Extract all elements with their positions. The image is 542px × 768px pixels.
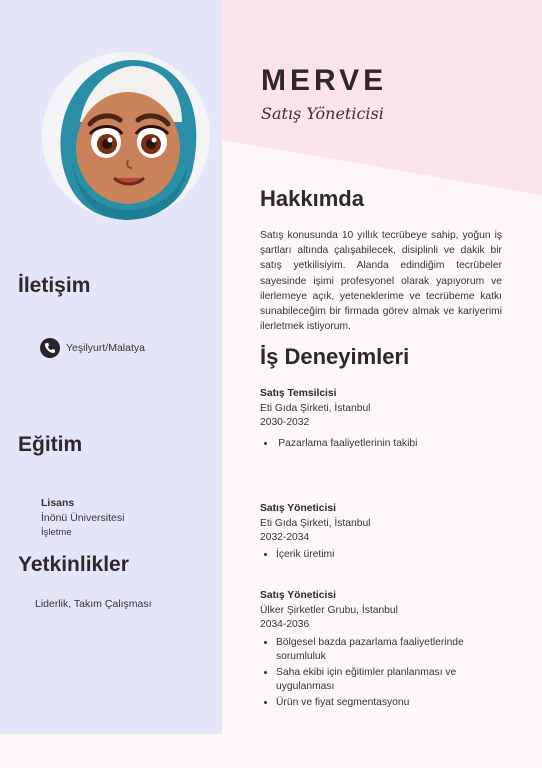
education-department: İşletme (41, 527, 72, 538)
job-duties (260, 437, 510, 452)
job-duty: • Ürün ve fiyat segmentasyonu (276, 696, 486, 711)
education-school: İnönü Üniversitesi (41, 512, 125, 524)
experience-heading: İş Deneyimleri (260, 344, 410, 369)
job-entry (260, 502, 510, 563)
job-company: Eti Gıda Şirketi, İstanbul (260, 402, 371, 414)
job-title: Satış Yöneticisi (260, 590, 336, 601)
job-company: Eti Gıda Şirketi, İstanbul (260, 517, 371, 529)
job-title: Satış Temsilcisi (260, 388, 337, 399)
job-entry (260, 387, 510, 452)
job-entry (260, 589, 510, 711)
job-company: Ülker Şirketler Grubu, İstanbul (260, 604, 398, 616)
avatar (42, 52, 210, 220)
job-dates: 2032-2034 (260, 532, 310, 543)
about-heading: Hakkımda (260, 186, 364, 211)
job-dates: 2030-2032 (260, 417, 310, 428)
job-dates: 2034-2036 (260, 619, 310, 630)
education-heading: Eğitim (18, 433, 83, 456)
about-text: Satış konusunda 10 yıllık tecrübeye sahip, yoğun iş şartları altında çalışabilecek, disiplinli ve dakik bir satış yetkilisiyim. Alanda edindiğim tecrübeler sayesinde işimi profesyonel olarak yapıyorum ve ilerlemeye açık, yeteneklerime ve tecrübeme katkı sunabileceğim bir firmada görev almak ve kariyerimi ilerletmek istiyorum. (260, 230, 502, 333)
skills-text: Liderlik, Takım Çalışması (35, 598, 152, 610)
location-text: Yeşilyurt/Malatya (66, 342, 145, 354)
person-name: MERVE (261, 64, 388, 97)
job-duty: • Bölgesel bazda pazarlama faaliyetlerinde sorumluluk (276, 636, 486, 665)
job-duties (260, 548, 510, 563)
job-title: Satış Yöneticisi (260, 503, 336, 514)
education-degree: Lisans (41, 497, 75, 509)
job-duty: • İçerik üretimi (276, 548, 510, 563)
phone-icon (40, 338, 60, 358)
job-duties (260, 636, 486, 711)
skills-heading: Yetkinlikler (18, 553, 129, 576)
job-duty: • Pazarlama faaliyetlerinin takibi (264, 437, 510, 452)
contact-heading: İletişim (18, 274, 91, 297)
job-duty: • Saha ekibi için eğitimler planlanması ve uygulanması (276, 666, 486, 695)
avatar-illustration (42, 52, 210, 220)
person-role: Satış Yöneticisi (261, 104, 384, 123)
